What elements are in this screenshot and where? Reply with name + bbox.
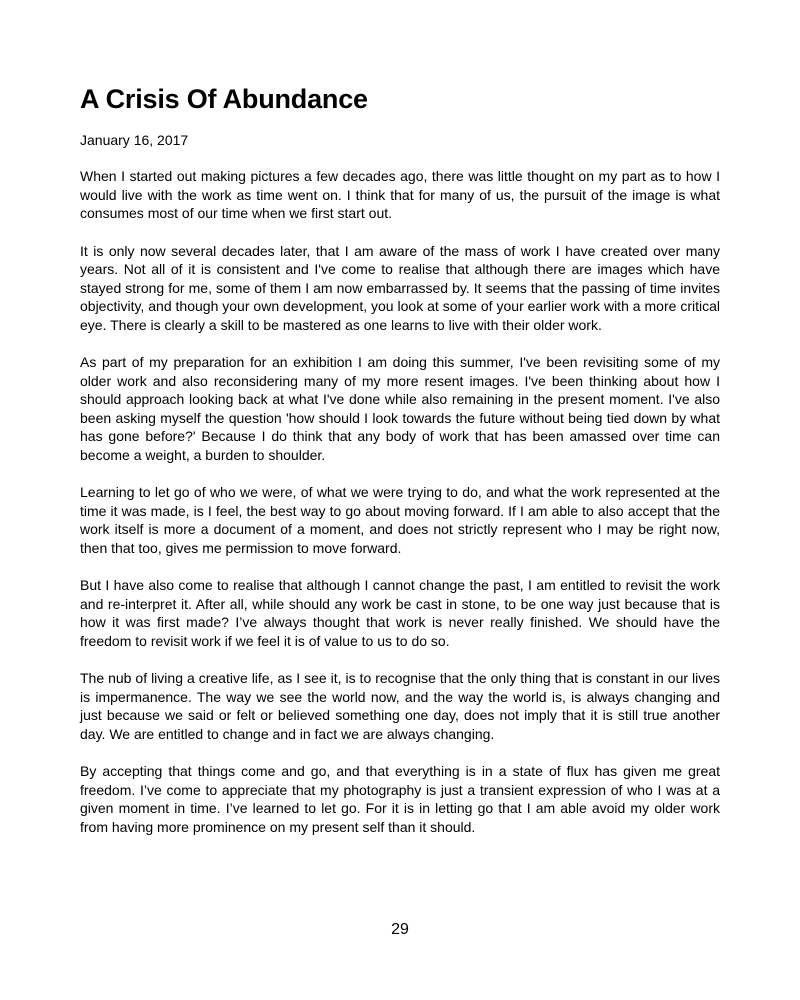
article-title: A Crisis Of Abundance	[80, 84, 368, 114]
paragraph-5: But I have also come to realise that although I cannot change the past, I am entitled to revisit the work and re-interpret it. After all, while should any work be cast in stone, to be one way just because that is how it was first made? I’ve always thought that work is never really finished. We should have the freedom to revisit work if we feel it is of value to us to do so.	[80, 577, 720, 649]
article-date: January 16, 2017	[80, 132, 189, 148]
paragraph-6: The nub of living a creative life, as I see it, is to recognise that the only thing that is constant in our lives is impermanence. The way we see the world now, and the way the world is, is always changing and just because we said or felt or believed something one day, does not imply that it is still true another day. We are entitled to change and in fact we are always changing.	[80, 670, 720, 742]
page-number: 29	[391, 921, 409, 938]
article-body	[80, 167, 720, 836]
paragraph-3: As part of my preparation for an exhibition I am doing this summer, I've been revisiting some of my older work and also reconsidering many of my more resent images. I've been thinking about how I should approach looking back at what I've done while also remaining in the present moment. I've also been asking myself the question 'how should I look towards the future without being tied down by what has gone before?' Because I do think that any body of work that has been amassed over time can become a weight, a burden to shoulder.	[80, 354, 720, 463]
paragraph-7: By accepting that things come and go, and that everything is in a state of flux has given me great freedom. I’ve come to appreciate that my photography is just a transient expression of who I was at a given moment in time. I’ve learned to let go. For it is in letting go that I am able avoid my older work from having more prominence on my present self than it should.	[80, 763, 720, 835]
paragraph-4: Learning to let go of who we were, of what we were trying to do, and what the work represented at the time it was made, is I feel, the best way to go about moving forward. If I am able to also accept that the work itself is more a document of a moment, and does not strictly represent who I may be right now, then that too, gives me permission to move forward.	[80, 484, 720, 556]
article	[80, 82, 720, 855]
paragraph-1: When I started out making pictures a few decades ago, there was little thought on my part as to how I would live with the work as time went on. I think that for many of us, the pursuit of the image is what consumes most of our time when we first start out.	[80, 168, 720, 221]
paragraph-2: It is only now several decades later, that I am aware of the mass of work I have created over many years. Not all of it is consistent and I've come to realise that although there are images which have stayed strong for me, some of them I am now embarrassed by. It seems that the passing of time invites objectivity, and though your own development, you look at some of your earlier work with a more critical eye. There is clearly a skill to be mastered as one learns to live with their older work.	[80, 242, 720, 333]
